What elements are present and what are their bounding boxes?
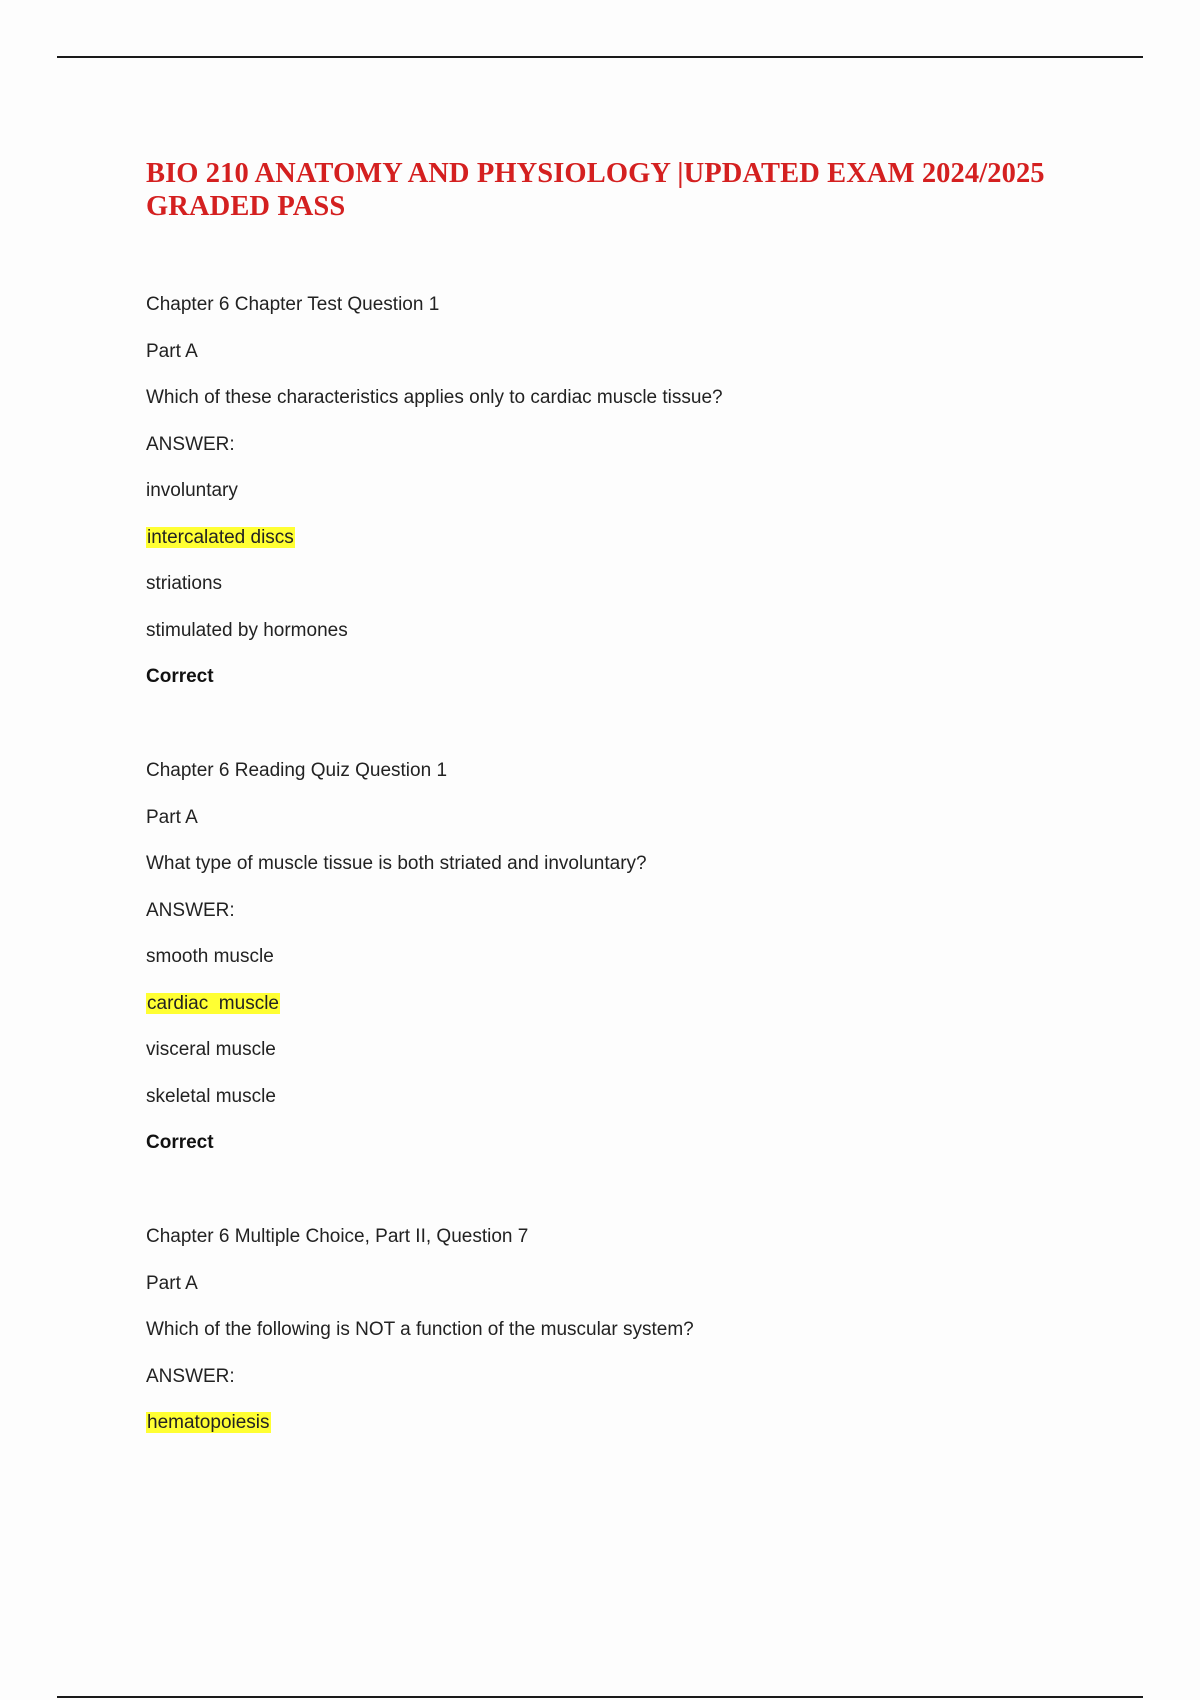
- option-text: involuntary: [146, 480, 238, 501]
- question-block-3: [146, 1225, 1066, 1435]
- answer-label: ANSWER:: [146, 899, 235, 921]
- top-rule: [57, 56, 1143, 58]
- question-prompt: What type of muscle tissue is both striated and involuntary?: [146, 853, 647, 874]
- document-title: BIO 210 ANATOMY AND PHYSIOLOGY |UPDATED EXAM 2024/2025 GRADED PASS: [146, 158, 1045, 222]
- highlighted-answer: intercalated discs: [147, 526, 294, 548]
- highlighted-answer: cardiac muscle: [147, 992, 279, 1014]
- question-part: Part A: [146, 1272, 198, 1294]
- option-text: striations: [146, 573, 223, 594]
- answer-option-highlighted: [146, 992, 1066, 1016]
- result-label: Correct: [146, 1132, 214, 1153]
- answer-option: [146, 619, 1066, 643]
- answer-option: [146, 1038, 1066, 1062]
- answer-option: [146, 945, 1066, 969]
- answer-label: ANSWER:: [146, 433, 235, 455]
- question-part: Part A: [146, 340, 198, 362]
- document-body: [146, 157, 1066, 1435]
- answer-option: [146, 479, 1066, 503]
- answer-option: [146, 572, 1066, 596]
- answer-label: ANSWER:: [146, 1365, 235, 1387]
- highlighted-answer: hematopoiesis: [147, 1412, 270, 1433]
- option-text: visceral muscle: [146, 1039, 276, 1060]
- question-part: Part A: [146, 806, 198, 828]
- question-block-2: [146, 759, 1066, 1155]
- question-heading: Chapter 6 Multiple Choice, Part II, Question 7: [146, 1226, 529, 1247]
- question-prompt: Which of these characteristics applies only to cardiac muscle tissue?: [146, 387, 723, 408]
- option-text: smooth muscle: [146, 946, 274, 967]
- bottom-rule: [57, 1696, 1143, 1698]
- option-text: skeletal muscle: [146, 1085, 276, 1107]
- question-block-1: [146, 293, 1066, 689]
- question-heading: Chapter 6 Reading Quiz Question 1: [146, 760, 448, 781]
- question-heading: Chapter 6 Chapter Test Question 1: [146, 294, 440, 315]
- result-label: Correct: [146, 666, 214, 687]
- option-text: stimulated by hormones: [146, 619, 348, 641]
- answer-option-highlighted: [146, 1411, 1066, 1435]
- answer-option-highlighted: [146, 526, 1066, 550]
- question-prompt: Which of the following is NOT a function of the muscular system?: [146, 1319, 694, 1340]
- answer-option: [146, 1085, 1066, 1109]
